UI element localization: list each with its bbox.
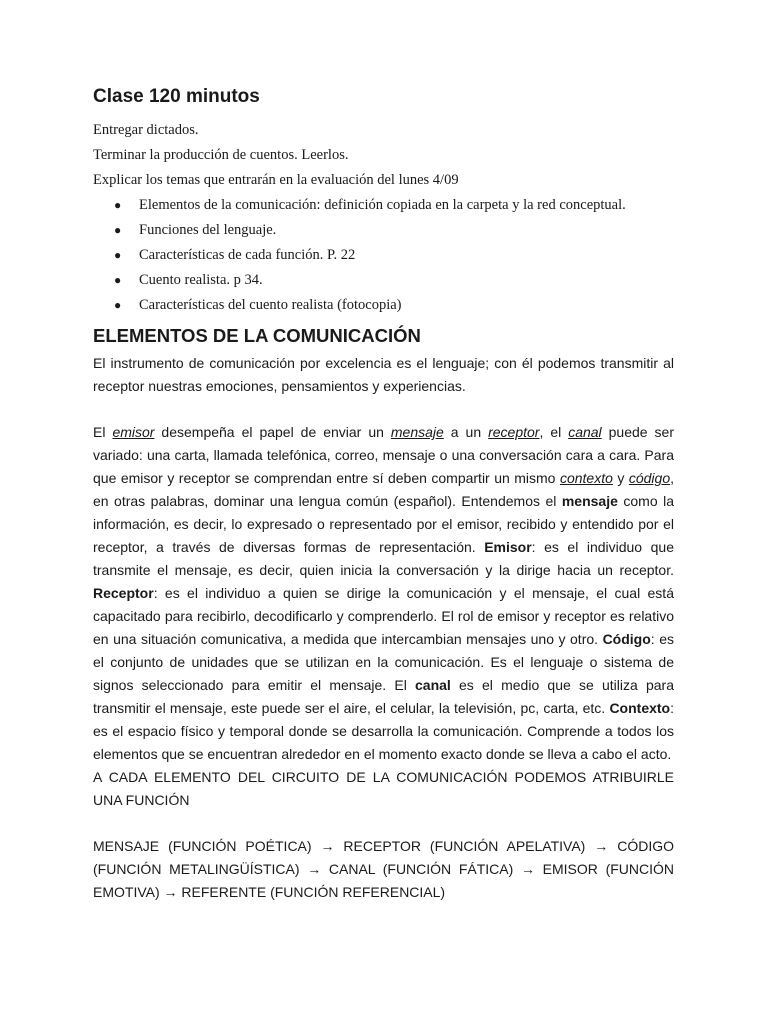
list-item: ● Características de cada función. P. 22: [93, 243, 674, 268]
bullet-icon: ●: [114, 298, 122, 312]
document-page: [93, 84, 674, 904]
list-item: ● Elementos de la comunicación: definición copiada en la carpeta y la red conceptual.: [93, 193, 674, 218]
list-item: ● Cuento realista. p 34.: [93, 268, 674, 293]
receptor-term: receptor: [488, 424, 540, 440]
canal-bold: canal: [415, 677, 451, 693]
functions-chain: MENSAJE (FUNCIÓN POÉTICA) → RECEPTOR (FUNCIÓN APELATIVA) → CÓDIGO (FUNCIÓN METALINGÜÍSTICA) → CANAL (FUNCIÓN FÁTICA) → EMISOR (FUNCIÓN EMOTIVA) → REFERENTE (FUNCIÓN REFERENCIAL): [93, 838, 674, 900]
codigo-bold: Código: [602, 631, 651, 647]
codigo-term: código: [628, 470, 671, 486]
class-title: Clase 120 minutos: [93, 86, 260, 107]
list-item: ● Características del cuento realista (fotocopia): [93, 293, 674, 318]
contexto-term: contexto: [559, 470, 613, 486]
bullet-icon: ●: [114, 198, 122, 212]
task-item: Entregar dictados.: [93, 122, 199, 138]
section-title: ELEMENTOS DE LA COMUNICACIÓN: [93, 325, 421, 346]
bullet-icon: ●: [114, 273, 122, 287]
contexto-bold: Contexto: [609, 700, 671, 716]
canal-term: canal: [568, 424, 602, 440]
spacer: [93, 812, 674, 835]
mensaje-term: mensaje: [390, 424, 444, 440]
mensaje-bold: mensaje: [561, 493, 618, 509]
elements-paragraph: El emisor desempeña el papel de enviar un mensaje a un receptor, el canal puede ser variado: una carta, llamada telefónica, correo, mensaje o una conversación cara a cara. Para que emisor y receptor se comprendan entre sí deben compartir un mismo contexto y código, en otras palabras, dominar una lengua común (español). Entendemos el mensaje como la información, es decir, lo expresado o representado por el emisor, recibido y entendido por el receptor, a través de diversas formas de representación. Emisor: es el individuo que transmite el mensaje, es decir, quien inicia la conversación y la dirige hacia un receptor. Receptor: es el individuo a quien se dirige la comunicación y el mensaje, el cual está capacitado para recibirlo, decodificarlo y comprenderlo. El rol de emisor y receptor es relativo en una situación comunicativa, a medida que intercambian mensajes uno y otro. Código: es el conjunto de unidades que se utilizan en la comunicación. Es el lenguaje o sistema de signos seleccionado para emitir el mensaje. El canal es el medio que se utiliza para transmitir el mensaje, este puede ser el aire, el celular, la televisión, pc, carta, etc. Contexto: es el espacio físico y temporal donde se desarrolla la comunicación. Comprende a todos los elementos que se encuentran alrededor en el momento exacto donde se lleva a cabo el acto.: [93, 424, 675, 762]
bullet-icon: ●: [114, 248, 122, 262]
emisor-bold: Emisor: [484, 539, 532, 555]
list-item: ● Funciones del lenguaje.: [93, 218, 674, 243]
functions-heading: A CADA ELEMENTO DEL CIRCUITO DE LA COMUNICACIÓN PODEMOS ATRIBUIRLE UNA FUNCIÓN: [93, 769, 674, 808]
task-item: Terminar la producción de cuentos. Leerlos.: [93, 147, 349, 163]
emisor-term: emisor: [112, 424, 155, 440]
topics-list: [93, 193, 674, 318]
bullet-icon: ●: [114, 223, 122, 237]
task-item: Explicar los temas que entrarán en la evaluación del lunes 4/09: [93, 172, 459, 188]
intro-paragraph: El instrumento de comunicación por excelencia es el lenguaje; con él podemos transmitir al receptor nuestras emociones, pensamientos y experiencias.: [93, 355, 674, 394]
spacer: [93, 398, 674, 421]
receptor-bold: Receptor: [93, 585, 154, 601]
